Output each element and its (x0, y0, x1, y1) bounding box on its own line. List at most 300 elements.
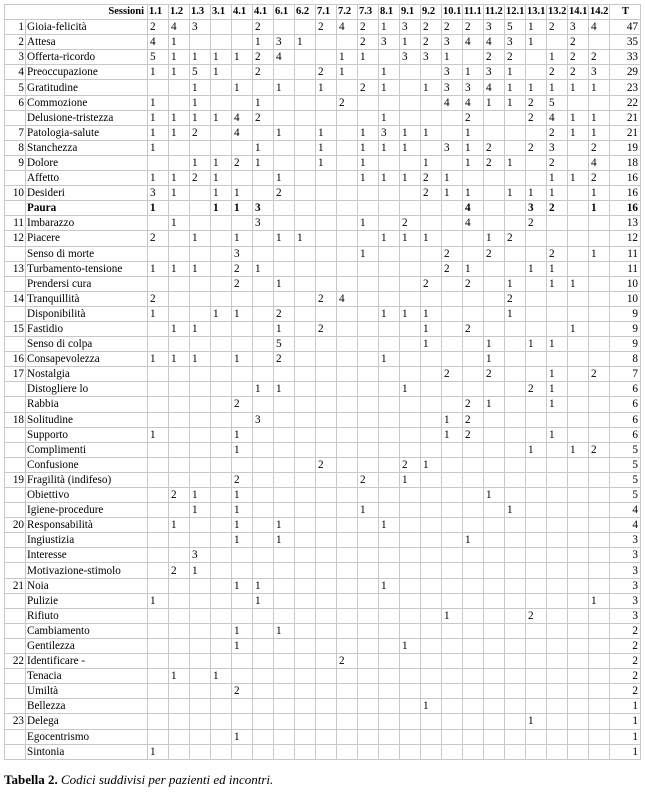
value-cell: 2 (190, 171, 211, 186)
value-cell (400, 593, 421, 608)
value-cell (547, 442, 568, 457)
value-cell (526, 488, 547, 503)
value-cell: 4 (463, 95, 484, 110)
value-cell: 1 (190, 231, 211, 246)
value-cell: 1 (589, 186, 610, 201)
value-cell (211, 276, 232, 291)
value-cell (463, 563, 484, 578)
value-cell (169, 503, 190, 518)
value-cell (253, 654, 274, 669)
value-cell (274, 563, 295, 578)
value-cell: 1 (463, 261, 484, 276)
value-cell (232, 714, 253, 729)
value-cell (547, 291, 568, 306)
value-cell (442, 352, 463, 367)
value-cell: 1 (211, 669, 232, 684)
value-cell (547, 548, 568, 563)
value-cell (505, 337, 526, 352)
value-cell: 2 (232, 472, 253, 487)
value-cell (295, 20, 316, 35)
value-cell (232, 321, 253, 336)
value-cell (253, 533, 274, 548)
value-cell (568, 291, 589, 306)
code-cell: Fastidio (26, 321, 148, 336)
value-cell: 1 (568, 321, 589, 336)
session-header: 14.2 (589, 5, 610, 20)
rank-cell (5, 427, 26, 442)
value-cell (568, 352, 589, 367)
value-cell (589, 654, 610, 669)
session-header: 4.1 (232, 5, 253, 20)
value-cell (547, 608, 568, 623)
value-cell: 1 (169, 518, 190, 533)
rank-cell (5, 382, 26, 397)
value-cell (253, 608, 274, 623)
rank-cell (5, 397, 26, 412)
value-cell: 1 (589, 201, 610, 216)
value-cell (211, 352, 232, 367)
value-cell: 3 (400, 50, 421, 65)
value-cell (505, 382, 526, 397)
value-cell: 2 (463, 321, 484, 336)
value-cell: 1 (211, 50, 232, 65)
value-cell: 2 (400, 457, 421, 472)
total-cell: 9 (610, 337, 641, 352)
value-cell (589, 231, 610, 246)
value-cell (253, 397, 274, 412)
value-cell (400, 155, 421, 170)
value-cell (526, 291, 547, 306)
value-cell (379, 427, 400, 442)
session-header: 1.3 (190, 5, 211, 20)
value-cell (337, 80, 358, 95)
value-cell (211, 80, 232, 95)
value-cell (232, 382, 253, 397)
value-cell (295, 684, 316, 699)
table-row (5, 95, 641, 110)
value-cell (295, 186, 316, 201)
value-cell (358, 367, 379, 382)
code-cell: Offerta-ricordo (26, 50, 148, 65)
rank-cell: 19 (5, 472, 26, 487)
total-cell: 33 (610, 50, 641, 65)
value-cell (316, 442, 337, 457)
value-cell (316, 261, 337, 276)
value-cell (505, 367, 526, 382)
value-cell (295, 669, 316, 684)
total-cell: 19 (610, 140, 641, 155)
value-cell: 2 (463, 427, 484, 442)
value-cell (358, 95, 379, 110)
value-cell: 1 (568, 442, 589, 457)
value-cell (400, 488, 421, 503)
total-cell: 10 (610, 291, 641, 306)
value-cell (589, 352, 610, 367)
value-cell (316, 593, 337, 608)
value-cell: 2 (463, 110, 484, 125)
value-cell (190, 684, 211, 699)
value-cell: 2 (463, 412, 484, 427)
value-cell: 2 (274, 306, 295, 321)
value-cell (463, 352, 484, 367)
value-cell: 2 (526, 216, 547, 231)
rank-cell (5, 744, 26, 759)
value-cell: 1 (505, 503, 526, 518)
value-cell (463, 171, 484, 186)
value-cell: 1 (274, 518, 295, 533)
value-cell (589, 276, 610, 291)
value-cell: 1 (442, 427, 463, 442)
value-cell (274, 155, 295, 170)
value-cell (379, 593, 400, 608)
value-cell (190, 578, 211, 593)
value-cell (484, 548, 505, 563)
value-cell (442, 337, 463, 352)
value-cell (190, 729, 211, 744)
value-cell: 1 (148, 65, 169, 80)
rank-cell (5, 171, 26, 186)
value-cell: 1 (442, 412, 463, 427)
value-cell (379, 201, 400, 216)
value-cell (358, 533, 379, 548)
value-cell (190, 608, 211, 623)
value-cell (337, 35, 358, 50)
value-cell (295, 744, 316, 759)
value-cell (169, 578, 190, 593)
total-cell: 35 (610, 35, 641, 50)
value-cell (484, 186, 505, 201)
value-cell: 1 (484, 95, 505, 110)
value-cell: 1 (400, 171, 421, 186)
value-cell (337, 684, 358, 699)
value-cell: 1 (547, 397, 568, 412)
value-cell (421, 472, 442, 487)
value-cell (526, 638, 547, 653)
value-cell: 1 (253, 578, 274, 593)
value-cell: 2 (505, 231, 526, 246)
value-cell (169, 593, 190, 608)
value-cell (379, 503, 400, 518)
value-cell (295, 216, 316, 231)
value-cell: 1 (169, 50, 190, 65)
value-cell (358, 699, 379, 714)
rank-cell: 15 (5, 321, 26, 336)
total-cell: 2 (610, 623, 641, 638)
value-cell (589, 608, 610, 623)
value-cell (589, 397, 610, 412)
value-cell (274, 684, 295, 699)
value-cell: 1 (253, 35, 274, 50)
value-cell (295, 623, 316, 638)
value-cell (484, 472, 505, 487)
value-cell (526, 593, 547, 608)
value-cell (295, 427, 316, 442)
value-cell: 2 (148, 291, 169, 306)
value-cell (211, 337, 232, 352)
value-cell (232, 20, 253, 35)
value-cell: 1 (358, 246, 379, 261)
code-cell: Delega (26, 714, 148, 729)
value-cell (337, 593, 358, 608)
value-cell (505, 638, 526, 653)
value-cell: 1 (169, 110, 190, 125)
code-cell: Sintonia (26, 744, 148, 759)
value-cell: 1 (232, 518, 253, 533)
value-cell (337, 397, 358, 412)
value-cell: 1 (526, 20, 547, 35)
value-cell (505, 412, 526, 427)
code-cell: Noia (26, 578, 148, 593)
value-cell (253, 186, 274, 201)
value-cell (568, 337, 589, 352)
value-cell (400, 352, 421, 367)
value-cell (274, 412, 295, 427)
value-cell (211, 216, 232, 231)
value-cell: 2 (526, 140, 547, 155)
value-cell (358, 623, 379, 638)
value-cell (379, 155, 400, 170)
value-cell (379, 95, 400, 110)
table-row (5, 729, 641, 744)
rank-cell (5, 201, 26, 216)
value-cell (463, 457, 484, 472)
value-cell (463, 578, 484, 593)
value-cell (484, 578, 505, 593)
session-header: 6.2 (295, 5, 316, 20)
value-cell: 2 (526, 110, 547, 125)
code-cell: Consapevolezza (26, 352, 148, 367)
value-cell: 1 (379, 65, 400, 80)
value-cell (295, 563, 316, 578)
value-cell: 1 (463, 155, 484, 170)
value-cell (400, 367, 421, 382)
rank-cell (5, 638, 26, 653)
value-cell: 4 (589, 155, 610, 170)
value-cell (337, 246, 358, 261)
value-cell (463, 503, 484, 518)
value-cell: 1 (379, 578, 400, 593)
value-cell (505, 321, 526, 336)
value-cell: 1 (253, 155, 274, 170)
value-cell: 1 (316, 140, 337, 155)
value-cell (505, 744, 526, 759)
total-cell: 22 (610, 95, 641, 110)
table-row (5, 276, 641, 291)
value-cell (316, 563, 337, 578)
value-cell (337, 155, 358, 170)
value-cell (337, 367, 358, 382)
value-cell (484, 518, 505, 533)
value-cell (379, 654, 400, 669)
table-row (5, 457, 641, 472)
value-cell (421, 246, 442, 261)
value-cell: 4 (484, 80, 505, 95)
value-cell (295, 457, 316, 472)
value-cell (190, 457, 211, 472)
value-cell: 3 (274, 35, 295, 50)
table-row (5, 125, 641, 140)
value-cell (421, 110, 442, 125)
value-cell (337, 276, 358, 291)
value-cell: 1 (274, 276, 295, 291)
session-header: 6.1 (274, 5, 295, 20)
value-cell (295, 276, 316, 291)
value-cell: 1 (211, 110, 232, 125)
value-cell (379, 548, 400, 563)
value-cell (421, 412, 442, 427)
value-cell (589, 382, 610, 397)
value-cell (484, 110, 505, 125)
value-cell (589, 321, 610, 336)
rank-cell: 13 (5, 261, 26, 276)
value-cell (211, 291, 232, 306)
value-cell (295, 578, 316, 593)
code-cell: Tenacia (26, 669, 148, 684)
value-cell (295, 80, 316, 95)
value-cell (316, 488, 337, 503)
value-cell: 1 (526, 80, 547, 95)
code-cell: Egocentrismo (26, 729, 148, 744)
value-cell (526, 729, 547, 744)
value-cell (526, 155, 547, 170)
value-cell (568, 578, 589, 593)
code-cell: Rifiuto (26, 608, 148, 623)
table-row (5, 412, 641, 427)
value-cell (274, 472, 295, 487)
value-cell (400, 80, 421, 95)
value-cell: 2 (232, 261, 253, 276)
value-cell (463, 382, 484, 397)
value-cell: 1 (505, 65, 526, 80)
value-cell (295, 382, 316, 397)
value-cell (505, 608, 526, 623)
value-cell (358, 714, 379, 729)
value-cell (190, 472, 211, 487)
value-cell (148, 472, 169, 487)
value-cell: 2 (505, 291, 526, 306)
value-cell: 2 (547, 201, 568, 216)
value-cell: 1 (232, 201, 253, 216)
value-cell: 2 (253, 65, 274, 80)
value-cell (232, 412, 253, 427)
value-cell: 1 (463, 533, 484, 548)
value-cell (463, 699, 484, 714)
value-cell: 1 (589, 593, 610, 608)
code-cell: Solitudine (26, 412, 148, 427)
value-cell (337, 171, 358, 186)
value-cell: 1 (274, 321, 295, 336)
value-cell (274, 593, 295, 608)
value-cell (400, 518, 421, 533)
value-cell: 1 (190, 503, 211, 518)
value-cell: 1 (547, 171, 568, 186)
session-header: 13.2 (547, 5, 568, 20)
value-cell (442, 291, 463, 306)
value-cell (337, 216, 358, 231)
value-cell (316, 608, 337, 623)
value-cell (169, 397, 190, 412)
total-cell: 3 (610, 563, 641, 578)
value-cell: 1 (148, 427, 169, 442)
value-cell: 2 (442, 20, 463, 35)
code-cell: Confusione (26, 457, 148, 472)
value-cell: 1 (526, 186, 547, 201)
value-cell (421, 714, 442, 729)
header-sessioni: Sessioni (5, 5, 148, 20)
value-cell (568, 533, 589, 548)
value-cell: 2 (547, 20, 568, 35)
value-cell (589, 95, 610, 110)
value-cell (253, 337, 274, 352)
value-cell (442, 563, 463, 578)
value-cell (526, 276, 547, 291)
value-cell (505, 684, 526, 699)
total-cell: 2 (610, 669, 641, 684)
code-cell: Interesse (26, 548, 148, 563)
value-cell (337, 714, 358, 729)
value-cell (211, 125, 232, 140)
value-cell: 1 (358, 503, 379, 518)
value-cell (253, 457, 274, 472)
value-cell: 2 (169, 488, 190, 503)
value-cell: 1 (190, 488, 211, 503)
value-cell (211, 246, 232, 261)
value-cell (232, 65, 253, 80)
value-cell (400, 321, 421, 336)
value-cell: 2 (547, 246, 568, 261)
value-cell: 2 (442, 261, 463, 276)
total-cell: 5 (610, 442, 641, 457)
value-cell (148, 337, 169, 352)
value-cell (442, 382, 463, 397)
value-cell: 1 (148, 125, 169, 140)
table-row (5, 397, 641, 412)
code-cell: Bellezza (26, 699, 148, 714)
value-cell (526, 50, 547, 65)
value-cell (505, 472, 526, 487)
value-cell (169, 412, 190, 427)
value-cell (589, 337, 610, 352)
value-cell (505, 593, 526, 608)
value-cell (316, 352, 337, 367)
value-cell (211, 638, 232, 653)
value-cell: 1 (400, 638, 421, 653)
rank-cell (5, 729, 26, 744)
value-cell: 4 (274, 50, 295, 65)
value-cell (211, 684, 232, 699)
rank-cell: 14 (5, 291, 26, 306)
value-cell (316, 367, 337, 382)
value-cell (400, 397, 421, 412)
value-cell (568, 140, 589, 155)
rank-cell (5, 669, 26, 684)
value-cell (295, 65, 316, 80)
value-cell (463, 638, 484, 653)
table-row (5, 442, 641, 457)
value-cell: 3 (190, 548, 211, 563)
value-cell (358, 563, 379, 578)
value-cell (547, 457, 568, 472)
value-cell (568, 427, 589, 442)
value-cell: 3 (190, 20, 211, 35)
value-cell: 3 (589, 65, 610, 80)
total-cell: 6 (610, 412, 641, 427)
value-cell (442, 457, 463, 472)
value-cell (358, 593, 379, 608)
value-cell (589, 261, 610, 276)
value-cell (484, 593, 505, 608)
value-cell (337, 638, 358, 653)
